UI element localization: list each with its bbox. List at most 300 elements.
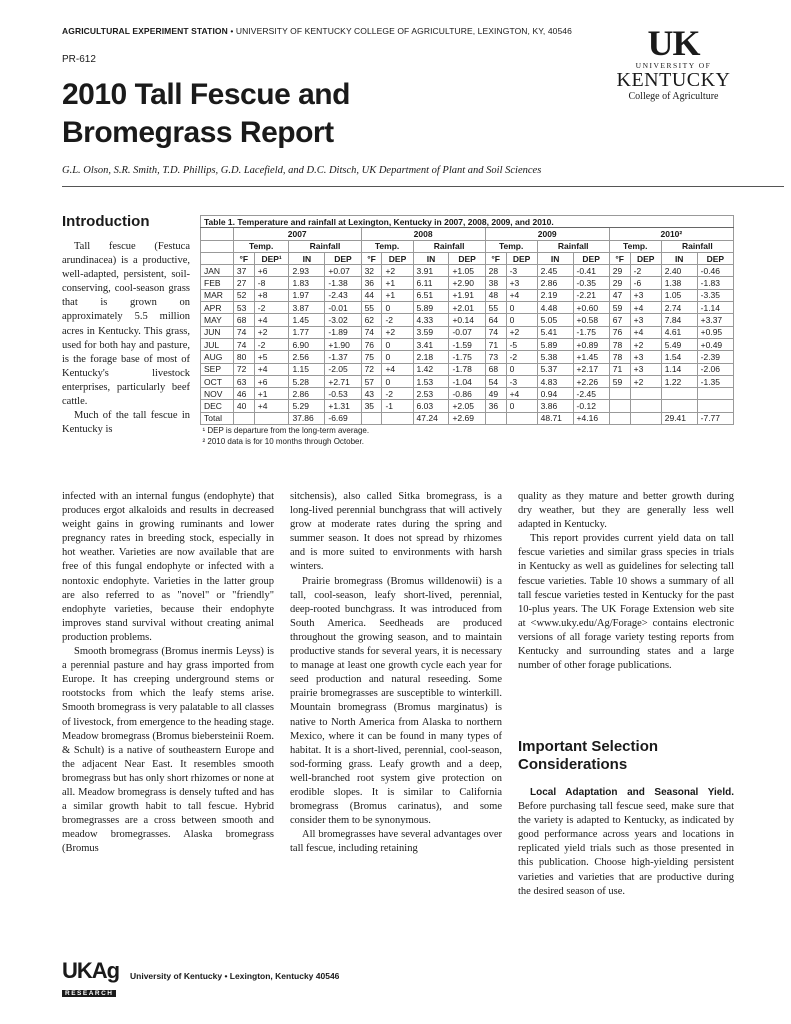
table-cell: +4 <box>506 289 537 301</box>
table-cell: 63 <box>233 375 254 387</box>
table-cell: +1.91 <box>449 289 485 301</box>
table-cell: 2.93 <box>289 265 325 277</box>
rainfall-header: Rainfall <box>413 240 485 252</box>
table-cell: -5 <box>506 338 537 350</box>
table-cell: +3 <box>630 363 661 375</box>
unit-header: °F <box>233 252 254 264</box>
table-cell <box>485 412 506 424</box>
table-cell: 54 <box>485 375 506 387</box>
temp-header: Temp. <box>233 240 289 252</box>
row-label-cell: JUL <box>201 338 234 350</box>
weather-table <box>200 215 734 447</box>
table-cell: 5.38 <box>537 351 573 363</box>
table-cell: -0.12 <box>573 400 609 412</box>
table-cell: 2.74 <box>661 302 697 314</box>
table-cell: +4 <box>506 388 537 400</box>
table-cell: 4.61 <box>661 326 697 338</box>
alaska-bromegrass-paragraph: sitchensis), also called Sitka bromegrass, is a long-lived perennial bunchgrass that will actively grow at moderate rates during the spring and summer season. It does not spread by rhizomes and is more suited to environments with harsh winters. <box>290 491 502 573</box>
table-cell: +6 <box>254 375 289 387</box>
unit-header-row <box>201 252 734 264</box>
table-cell: 0 <box>382 338 413 350</box>
table-cell: +3.37 <box>697 314 733 326</box>
title-line-1: 2010 Tall Fescue and <box>62 78 350 111</box>
table-cell: 1.14 <box>661 363 697 375</box>
table-cell: 1.83 <box>289 277 325 289</box>
unit-header: DEP¹ <box>254 252 289 264</box>
table-cell: +4 <box>254 314 289 326</box>
intro-narrow-column <box>62 240 190 437</box>
table-row <box>201 265 734 277</box>
table-cell <box>661 400 697 412</box>
table-cell: +2 <box>382 265 413 277</box>
table-row <box>201 375 734 387</box>
table-cell <box>630 400 661 412</box>
table-cell <box>233 412 254 424</box>
selection-column <box>518 786 734 899</box>
table-row <box>201 302 734 314</box>
table-cell: +3 <box>506 277 537 289</box>
table-cell: 48 <box>485 289 506 301</box>
table-cell: 48.71 <box>537 412 573 424</box>
intro-paragraph-2-cont: infected with an internal fungus (endophyte) that produces ergot alkaloids and results in decreased weight gains in growing ruminants and lower pregnancy rates in breeding stock, especially in hot weather. Varieties are now available that are free of this fungal endophyte or infected with a nontoxic endophyte. Varieties in the latter group are also referred to as "novel" or "friendly" endophyte varieties, because their endophyte improves stand survival without creating animal production problems. <box>62 491 274 643</box>
table-cell: +2 <box>506 326 537 338</box>
table-cell <box>361 412 382 424</box>
table-cell: 55 <box>361 302 382 314</box>
body-column-1 <box>62 490 274 856</box>
table-cell: 1.45 <box>289 314 325 326</box>
table-cell: -2.21 <box>573 289 609 301</box>
table-row <box>201 314 734 326</box>
year-header: 2007 <box>233 228 361 240</box>
table-cell: 1.97 <box>289 289 325 301</box>
table-cell: -2.05 <box>325 363 361 375</box>
unit-header: °F <box>361 252 382 264</box>
table-cell: 47 <box>609 289 630 301</box>
table-cell: +0.07 <box>325 265 361 277</box>
table-cell: -2.06 <box>697 363 733 375</box>
table-cell: +4.16 <box>573 412 609 424</box>
table-cell: 72 <box>233 363 254 375</box>
row-label-cell: SEP <box>201 363 234 375</box>
table-cell: 35 <box>361 400 382 412</box>
table-cell: 74 <box>485 326 506 338</box>
table-cell <box>609 412 630 424</box>
table-cell: +2 <box>382 326 413 338</box>
table-cell: 5.41 <box>537 326 573 338</box>
logo-university: UNIVERSITY OF <box>635 61 712 70</box>
table-cell: 37.86 <box>289 412 325 424</box>
intro-paragraph-1: Tall fescue (Festuca arundinacea) is a productive, well-adapted, persistent, soil-conserving, cool-season grass that is grown on approximately 5.5 million acres in Kentucky. This grass, used for both hay and pasture, is the forage base of most of Kentucky's livestock enterprises, particularly beef cattle. <box>62 241 190 408</box>
table-cell: 59 <box>609 302 630 314</box>
table-cell: 68 <box>485 363 506 375</box>
table-cell: +2.90 <box>449 277 485 289</box>
table-cell: -1.14 <box>697 302 733 314</box>
table-cell: -1.35 <box>697 375 733 387</box>
table-cell: -1.38 <box>325 277 361 289</box>
table-footnote-1: ¹ DEP is departure from the long-term average. <box>202 425 370 435</box>
table-cell: -2.45 <box>573 388 609 400</box>
header-line <box>62 26 572 36</box>
unit-header: DEP <box>382 252 413 264</box>
table-cell: -6.69 <box>325 412 361 424</box>
table-cell: -1.75 <box>573 326 609 338</box>
table-cell: 36 <box>485 400 506 412</box>
table-cell: 71 <box>609 363 630 375</box>
table-cell: 29.41 <box>661 412 697 424</box>
table-cell: 2.86 <box>537 277 573 289</box>
table-cell: 0 <box>382 351 413 363</box>
table-cell: 80 <box>233 351 254 363</box>
table-cell: +3 <box>630 289 661 301</box>
table-cell: -2.39 <box>697 351 733 363</box>
year-header: 2008 <box>361 228 485 240</box>
table-cell: +2.17 <box>573 363 609 375</box>
title-line-2: Bromegrass Report <box>62 116 334 149</box>
footer-logo-sub: RESEARCH <box>62 990 116 997</box>
table-cell: -3 <box>506 375 537 387</box>
table-cell: 5.29 <box>289 400 325 412</box>
selection-heading-line-2: Considerations <box>518 756 628 773</box>
table-cell: +2 <box>630 375 661 387</box>
report-overview-paragraph: This report provides current yield data on tall fescue varieties and similar grass species in trials in Kentucky as well as guidelines for selecting tall fescue varieties. Table 10 shows a summary of all tall fescue varieties tested in Kentucky for the past 10-plus years. The UK Forage Extension web site at <www.uky.edu/Ag/Forage> contains electronic versions of all forage variety testing reports from Kentucky and surrounding states and a large number of other forage publications. <box>518 533 734 672</box>
university-address: UNIVERSITY OF KENTUCKY COLLEGE OF AGRICULTURE, LEXINGTON, KY, 40546 <box>235 26 572 36</box>
table-cell: -1.78 <box>449 363 485 375</box>
temp-header: Temp. <box>361 240 413 252</box>
footer-logo-mark: UKAg <box>62 958 120 983</box>
table-cell: 27 <box>233 277 254 289</box>
table-row <box>201 351 734 363</box>
table-cell: -1.04 <box>449 375 485 387</box>
table-cell: +0.49 <box>697 338 733 350</box>
table-cell: 40 <box>233 400 254 412</box>
table-cell: -1.37 <box>325 351 361 363</box>
table-row <box>201 400 734 412</box>
table-cell: +0.14 <box>449 314 485 326</box>
table-cell: +1 <box>382 277 413 289</box>
table-cell: -2 <box>254 302 289 314</box>
rainfall-header: Rainfall <box>289 240 361 252</box>
table-cell <box>382 412 413 424</box>
table-cell: 6.03 <box>413 400 449 412</box>
table-cell: 29 <box>609 265 630 277</box>
table-cell: 2.56 <box>289 351 325 363</box>
table-cell: -6 <box>630 277 661 289</box>
body-column-3 <box>518 490 734 673</box>
table-cell: 43 <box>361 388 382 400</box>
table-cell <box>609 400 630 412</box>
intro-paragraph-2-start: Much of the tall fescue in Kentucky is <box>62 410 190 436</box>
table-cell: +0.60 <box>573 302 609 314</box>
table-cell: 73 <box>485 351 506 363</box>
logo-state: KENTUCKY <box>616 69 731 91</box>
table-caption: Table 1. Temperature and rainfall at Lexington, Kentucky in 2007, 2008, 2009, and 2010. <box>201 216 734 228</box>
table-cell: +2.69 <box>449 412 485 424</box>
table-cell: +1 <box>254 388 289 400</box>
table-row <box>201 289 734 301</box>
logo-college: College of Agriculture <box>628 91 719 102</box>
table-cell: -2.43 <box>325 289 361 301</box>
table-cell: 44 <box>361 289 382 301</box>
table-cell: 1.53 <box>413 375 449 387</box>
table-cell <box>630 412 661 424</box>
unit-header: DEP <box>630 252 661 264</box>
page-title <box>62 76 350 152</box>
table-cell: 72 <box>361 363 382 375</box>
table-cell: 0 <box>506 400 537 412</box>
table-cell: 1.15 <box>289 363 325 375</box>
unit-header: IN <box>289 252 325 264</box>
table-cell: +6 <box>254 265 289 277</box>
table-cell: 3.86 <box>537 400 573 412</box>
year-header-row <box>201 228 734 240</box>
table-cell <box>697 388 733 400</box>
table-cell: 53 <box>233 302 254 314</box>
table-cell: 2.40 <box>661 265 697 277</box>
table-cell: 75 <box>361 351 382 363</box>
prairie-bromegrass-paragraph: Prairie bromegrass (Bromus willdenowii) is a tall, cool-season, leafy short-lived, perennial, deep-rooted bunchgrass. It was introduced from South America. Seedheads are produced throughout the growing season, and to maintain productive stands for several years, it is necessary to manage at least one growth cycle each year for seed production and natural reseeding. Some prairie bromegrasses are susceptible to winterkill. Mountain bromegrass (Bromus marginatus) is native to North America from Alaska to northern Mexico, where it can be found in many types of habitat. It is a short-lived, perennial, cool-season, sod-forming grass. Leafy growth and a deep, well-branched root system give protection on erodible slopes. It is similar to California bromegrass (Bromus carinatus), and some consider them to be synonymous. <box>290 575 502 827</box>
table-footnote-2: ² 2010 data is for 10 months through October. <box>202 436 364 446</box>
table-cell: 52 <box>233 289 254 301</box>
table-cell: 49 <box>485 388 506 400</box>
unit-header: IN <box>661 252 697 264</box>
title-divider <box>62 186 784 187</box>
table-cell: +2.71 <box>325 375 361 387</box>
unit-header: DEP <box>325 252 361 264</box>
table-cell <box>506 412 537 424</box>
table-cell: 3.91 <box>413 265 449 277</box>
table-cell: +0.58 <box>573 314 609 326</box>
row-label-cell: JUN <box>201 326 234 338</box>
table-cell: 1.77 <box>289 326 325 338</box>
table-row <box>201 388 734 400</box>
table-cell: +1 <box>382 289 413 301</box>
body-column-2 <box>290 490 502 856</box>
table-cell: +4 <box>382 363 413 375</box>
table-cell: 1.38 <box>661 277 697 289</box>
local-adaptation-paragraph <box>518 786 734 899</box>
table-cell: -3.35 <box>697 289 733 301</box>
table-cell: 0 <box>382 375 413 387</box>
table-cell: -2 <box>382 314 413 326</box>
header-separator: • <box>227 26 236 36</box>
table-cell: -2 <box>630 265 661 277</box>
unit-header: °F <box>485 252 506 264</box>
bromegrass-advantages-paragraph: All bromegrasses have several advantages over tall fescue, including retaining <box>290 829 502 855</box>
table-row <box>201 363 734 375</box>
table-cell: 55 <box>485 302 506 314</box>
unit-header: DEP <box>697 252 733 264</box>
table-cell: +2.05 <box>449 400 485 412</box>
row-label-cell: MAY <box>201 314 234 326</box>
table-cell: 0 <box>382 302 413 314</box>
table-cell: -7.77 <box>697 412 733 424</box>
row-label-cell: Total <box>201 412 234 424</box>
table-cell: 3.41 <box>413 338 449 350</box>
row-label-cell: FEB <box>201 277 234 289</box>
table-cell: -0.35 <box>573 277 609 289</box>
table-cell: 2.53 <box>413 388 449 400</box>
table-cell: 62 <box>361 314 382 326</box>
table-cell: -1.59 <box>449 338 485 350</box>
table-cell: 37 <box>233 265 254 277</box>
table-cell: -1.75 <box>449 351 485 363</box>
table-cell <box>609 388 630 400</box>
advantages-paragraph-cont: quality as they mature and better growth during dry weather, but they are generally less well adapted in Kentucky. <box>518 491 734 531</box>
local-adaptation-text: Before purchasing tall fescue seed, make sure that the variety is adapted to Kentucky, as indicated by good performance across years and locations in replicated yield trials such as those presented in this publication. Choose high-yielding persistent varieties and varieties that are productive during the desired season of use. <box>518 801 734 897</box>
table-cell: 2.86 <box>289 388 325 400</box>
year-header: 2010² <box>609 228 733 240</box>
group-header-row <box>201 240 734 252</box>
unit-header: IN <box>413 252 449 264</box>
table-cell: 76 <box>609 326 630 338</box>
table-cell: 3.87 <box>289 302 325 314</box>
table-cell: -0.41 <box>573 265 609 277</box>
table-cell: -3.02 <box>325 314 361 326</box>
logo-mark: UK <box>647 23 700 63</box>
table-cell: 71 <box>485 338 506 350</box>
table-cell: +4 <box>630 326 661 338</box>
table-cell: +1.31 <box>325 400 361 412</box>
table-cell <box>630 388 661 400</box>
table-row <box>201 277 734 289</box>
table-cell: 5.05 <box>537 314 573 326</box>
rainfall-header: Rainfall <box>537 240 609 252</box>
table-cell: -2 <box>506 351 537 363</box>
row-label-cell: DEC <box>201 400 234 412</box>
table-cell: 7.84 <box>661 314 697 326</box>
table-row <box>201 338 734 350</box>
table-cell: 4.48 <box>537 302 573 314</box>
table-cell: 76 <box>361 338 382 350</box>
table-cell: 0 <box>506 363 537 375</box>
table-cell: +1.45 <box>573 351 609 363</box>
table-row <box>201 412 734 424</box>
table-cell: 74 <box>361 326 382 338</box>
table-cell: 5.28 <box>289 375 325 387</box>
unit-header: DEP <box>449 252 485 264</box>
table-cell: 67 <box>609 314 630 326</box>
table-cell: 1.05 <box>661 289 697 301</box>
table-cell: 38 <box>485 277 506 289</box>
table-cell: 0 <box>506 314 537 326</box>
table-cell: +2 <box>254 326 289 338</box>
table-cell: +4 <box>630 302 661 314</box>
table-cell: 78 <box>609 351 630 363</box>
table-cell: +8 <box>254 289 289 301</box>
temp-header: Temp. <box>609 240 661 252</box>
table-cell: 1.42 <box>413 363 449 375</box>
table-cell: -0.01 <box>325 302 361 314</box>
table-cell: 74 <box>233 326 254 338</box>
table-cell: 36 <box>361 277 382 289</box>
unit-header: DEP <box>506 252 537 264</box>
table-cell: -0.46 <box>697 265 733 277</box>
table-cell: 47.24 <box>413 412 449 424</box>
table-cell: +3 <box>630 351 661 363</box>
footer-address: University of Kentucky • Lexington, Kentucky 40546 <box>130 971 340 981</box>
table-cell: +5 <box>254 351 289 363</box>
table-cell: +2.01 <box>449 302 485 314</box>
ukag-research-logo <box>62 960 119 1000</box>
unit-header: DEP <box>573 252 609 264</box>
table-cell: +2.26 <box>573 375 609 387</box>
temp-header: Temp. <box>485 240 537 252</box>
row-label-cell: AUG <box>201 351 234 363</box>
table-cell: +1.05 <box>449 265 485 277</box>
table-cell: 5.37 <box>537 363 573 375</box>
table-cell: 32 <box>361 265 382 277</box>
table-cell: -2 <box>382 388 413 400</box>
table-cell: -0.86 <box>449 388 485 400</box>
table-cell: +4 <box>254 363 289 375</box>
row-label-cell: MAR <box>201 289 234 301</box>
row-label-cell: OCT <box>201 375 234 387</box>
table-cell: 57 <box>361 375 382 387</box>
table-cell: 1.22 <box>661 375 697 387</box>
table-cell: 68 <box>233 314 254 326</box>
introduction-heading: Introduction <box>62 213 150 230</box>
table-cell: -8 <box>254 277 289 289</box>
table-cell: 78 <box>609 338 630 350</box>
table-cell: 6.90 <box>289 338 325 350</box>
table-cell: 59 <box>609 375 630 387</box>
year-header: 2009 <box>485 228 609 240</box>
table-cell: -1.83 <box>697 277 733 289</box>
table-cell: +0.95 <box>697 326 733 338</box>
table-cell: 5.89 <box>413 302 449 314</box>
row-label-cell: APR <box>201 302 234 314</box>
table-cell <box>661 388 697 400</box>
table-cell: 2.19 <box>537 289 573 301</box>
table-cell: +4 <box>254 400 289 412</box>
table-cell: 74 <box>233 338 254 350</box>
table-cell: 5.89 <box>537 338 573 350</box>
publication-number: PR-612 <box>62 54 96 65</box>
table-cell: +1.90 <box>325 338 361 350</box>
smooth-bromegrass-paragraph: Smooth bromegrass (Bromus inermis Leyss) is a perennial pasture and hay grass imported from Europe. It has creeping underground stems or rootstocks from which the leafy stems arise. Smooth bromegrass is very palatable to all classes of livestock, from emergence to the heading stage. Meadow bromegrass (Bromus biebersteinii Roem. & Schult) is a native of southeastern Europe and the adjacent Near East. It resembles smooth bromegrass but has only short rhizomes or none at all. Meadow bromegrass is densely tufted and has a similar growth habit to tall fescue. Hybrid bromegrasses are a cross between smooth and meadow bromegrasses. Alaska bromegrass (Bromus <box>62 646 274 855</box>
table-cell: 3.59 <box>413 326 449 338</box>
rainfall-header: Rainfall <box>661 240 733 252</box>
table-cell: 6.11 <box>413 277 449 289</box>
table-cell: 64 <box>485 314 506 326</box>
uk-logo <box>611 23 736 102</box>
row-label-cell: NOV <box>201 388 234 400</box>
table-cell: -3 <box>506 265 537 277</box>
table-cell: -1.89 <box>325 326 361 338</box>
table-cell: 0 <box>506 302 537 314</box>
selection-heading-line-1: Important Selection <box>518 738 659 755</box>
table-cell: 4.33 <box>413 314 449 326</box>
unit-header: °F <box>609 252 630 264</box>
table-cell: 4.83 <box>537 375 573 387</box>
table-cell: +2 <box>630 338 661 350</box>
row-label-cell: JAN <box>201 265 234 277</box>
table-cell: 28 <box>485 265 506 277</box>
table-cell: 29 <box>609 277 630 289</box>
table-cell: -0.07 <box>449 326 485 338</box>
table-cell: +0.89 <box>573 338 609 350</box>
table-cell: 1.54 <box>661 351 697 363</box>
table-cell: 0.94 <box>537 388 573 400</box>
table-cell: 2.18 <box>413 351 449 363</box>
table-cell: 46 <box>233 388 254 400</box>
table-cell: 2.45 <box>537 265 573 277</box>
table-cell <box>697 400 733 412</box>
table-cell: -0.53 <box>325 388 361 400</box>
table-cell <box>254 412 289 424</box>
station-name: AGRICULTURAL EXPERIMENT STATION <box>62 26 228 36</box>
table-cell: 5.49 <box>661 338 697 350</box>
